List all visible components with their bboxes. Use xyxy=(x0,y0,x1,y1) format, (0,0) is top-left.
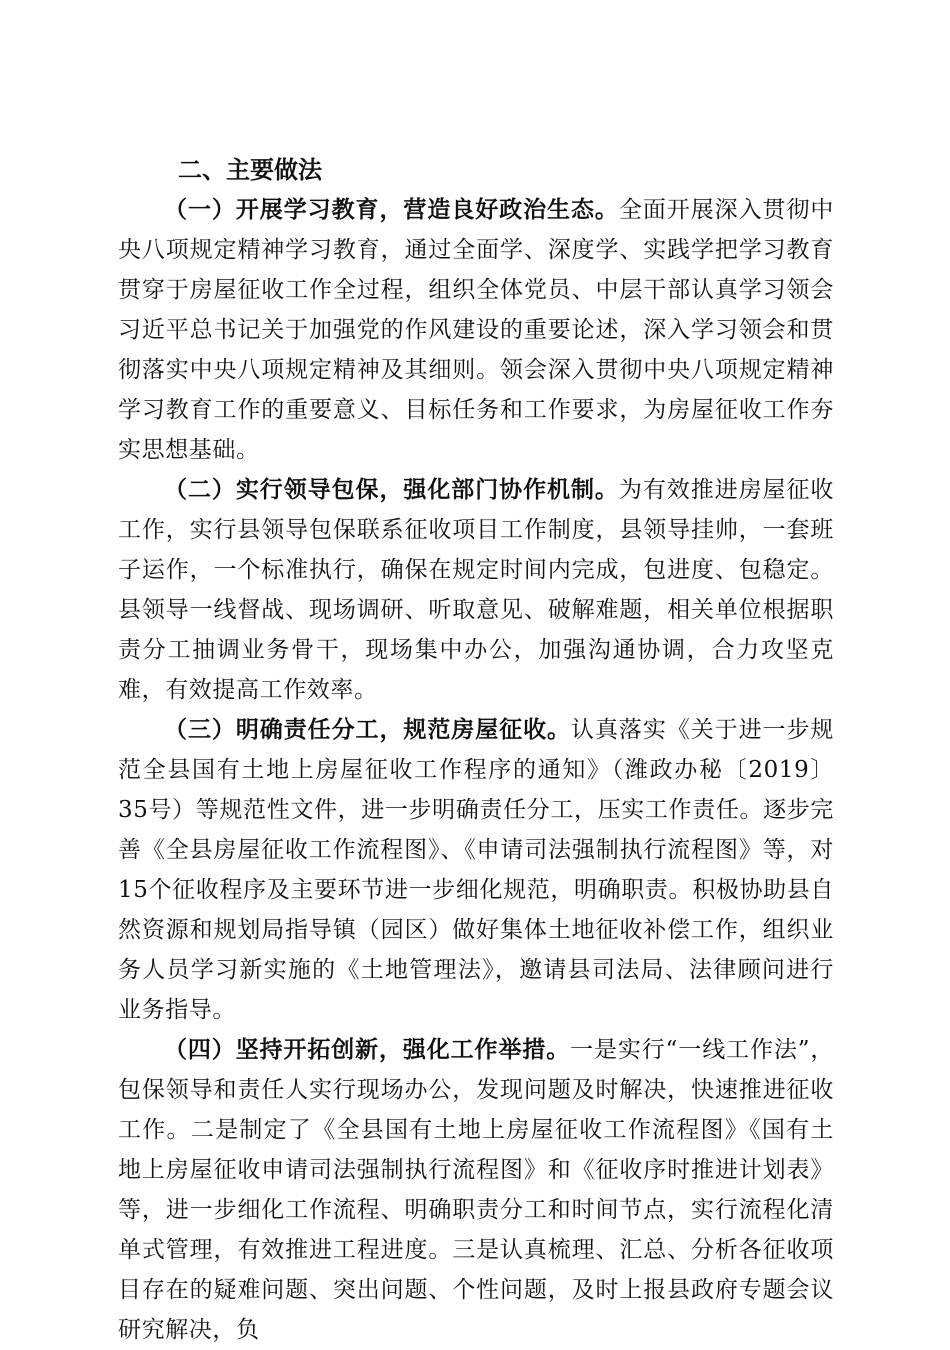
paragraph-title: （一）开展学习教育，营造良好政治生态。 xyxy=(164,197,619,223)
paragraph-leadership-responsibility xyxy=(118,470,834,710)
paragraph-body: 为有效推进房屋征收工作，实行县领导包保联系征收项目工作制度，县领导挂帅，一套班子运作，一个标准执行，确保在规定时间内完成，包进度、包稳定。县领导一线督战、现场调研、听取意见、破解难题，相关单位根据职责分工抽调业务骨干，现场集中办公，加强沟通协调，合力攻坚克难，有效提高工作效率。 xyxy=(118,477,834,703)
paragraph-body: 全面开展深入贯彻中央八项规定精神学习教育，通过全面学、深度学、实践学把学习教育贯穿于房屋征收工作全过程，组织全体党员、中层干部认真学习领会习近平总书记关于加强党的作风建设的重要论述，深入学习领会和贯彻落实中央八项规定精神及其细则。领会深入贯彻中央八项规定精神学习教育工作的重要意义、目标任务和工作要求，为房屋征收工作夯实思想基础。 xyxy=(118,197,834,463)
paragraph-title: （三）明确责任分工，规范房屋征收。 xyxy=(164,717,571,743)
paragraph-study-education xyxy=(118,190,834,470)
paragraph-body: 认真落实《关于进一步规范全县国有土地上房屋征收工作程序的通知》（潍政办秘〔2019〕35号）等规范性文件，进一步明确责任分工，压实工作责任。逐步完善《全县房屋征收工作流程图》、《申请司法强制执行流程图》等，对15个征收程序及主要环节进一步细化规范，明确职责。积极协助县自然资源和规划局指导镇（园区）做好集体土地征收补偿工作，组织业务人员学习新实施的《土地管理法》，邀请县司法局、法律顾问进行业务指导。 xyxy=(118,717,835,1023)
section-heading: 二、主要做法 xyxy=(178,156,322,184)
paragraph-body: 一是实行“一线工作法”，包保领导和责任人实行现场办公，发现问题及时解决，快速推进征收工作。二是制定了《全县国有土地上房屋征收工作流程图》《国有土地上房屋征收申请司法强制执行流程图》和《征收序时推进计划表》等，进一步细化工作流程、明确职责分工和时间节点，实行流程化清单式管理，有效推进工程进度。三是认真梳理、汇总、分析各征收项目存在的疑难问题、突出问题、个性问题，及时上报县政府专题会议研究解决，负 xyxy=(118,1037,834,1343)
paragraph-title: （四）坚持开拓创新，强化工作举措。 xyxy=(164,1037,571,1063)
document-page xyxy=(118,150,834,1350)
paragraph-innovation-measures xyxy=(118,1030,834,1350)
paragraph-clarify-duties xyxy=(118,710,834,1030)
paragraph-title: （二）实行领导包保，强化部门协作机制。 xyxy=(164,477,619,503)
